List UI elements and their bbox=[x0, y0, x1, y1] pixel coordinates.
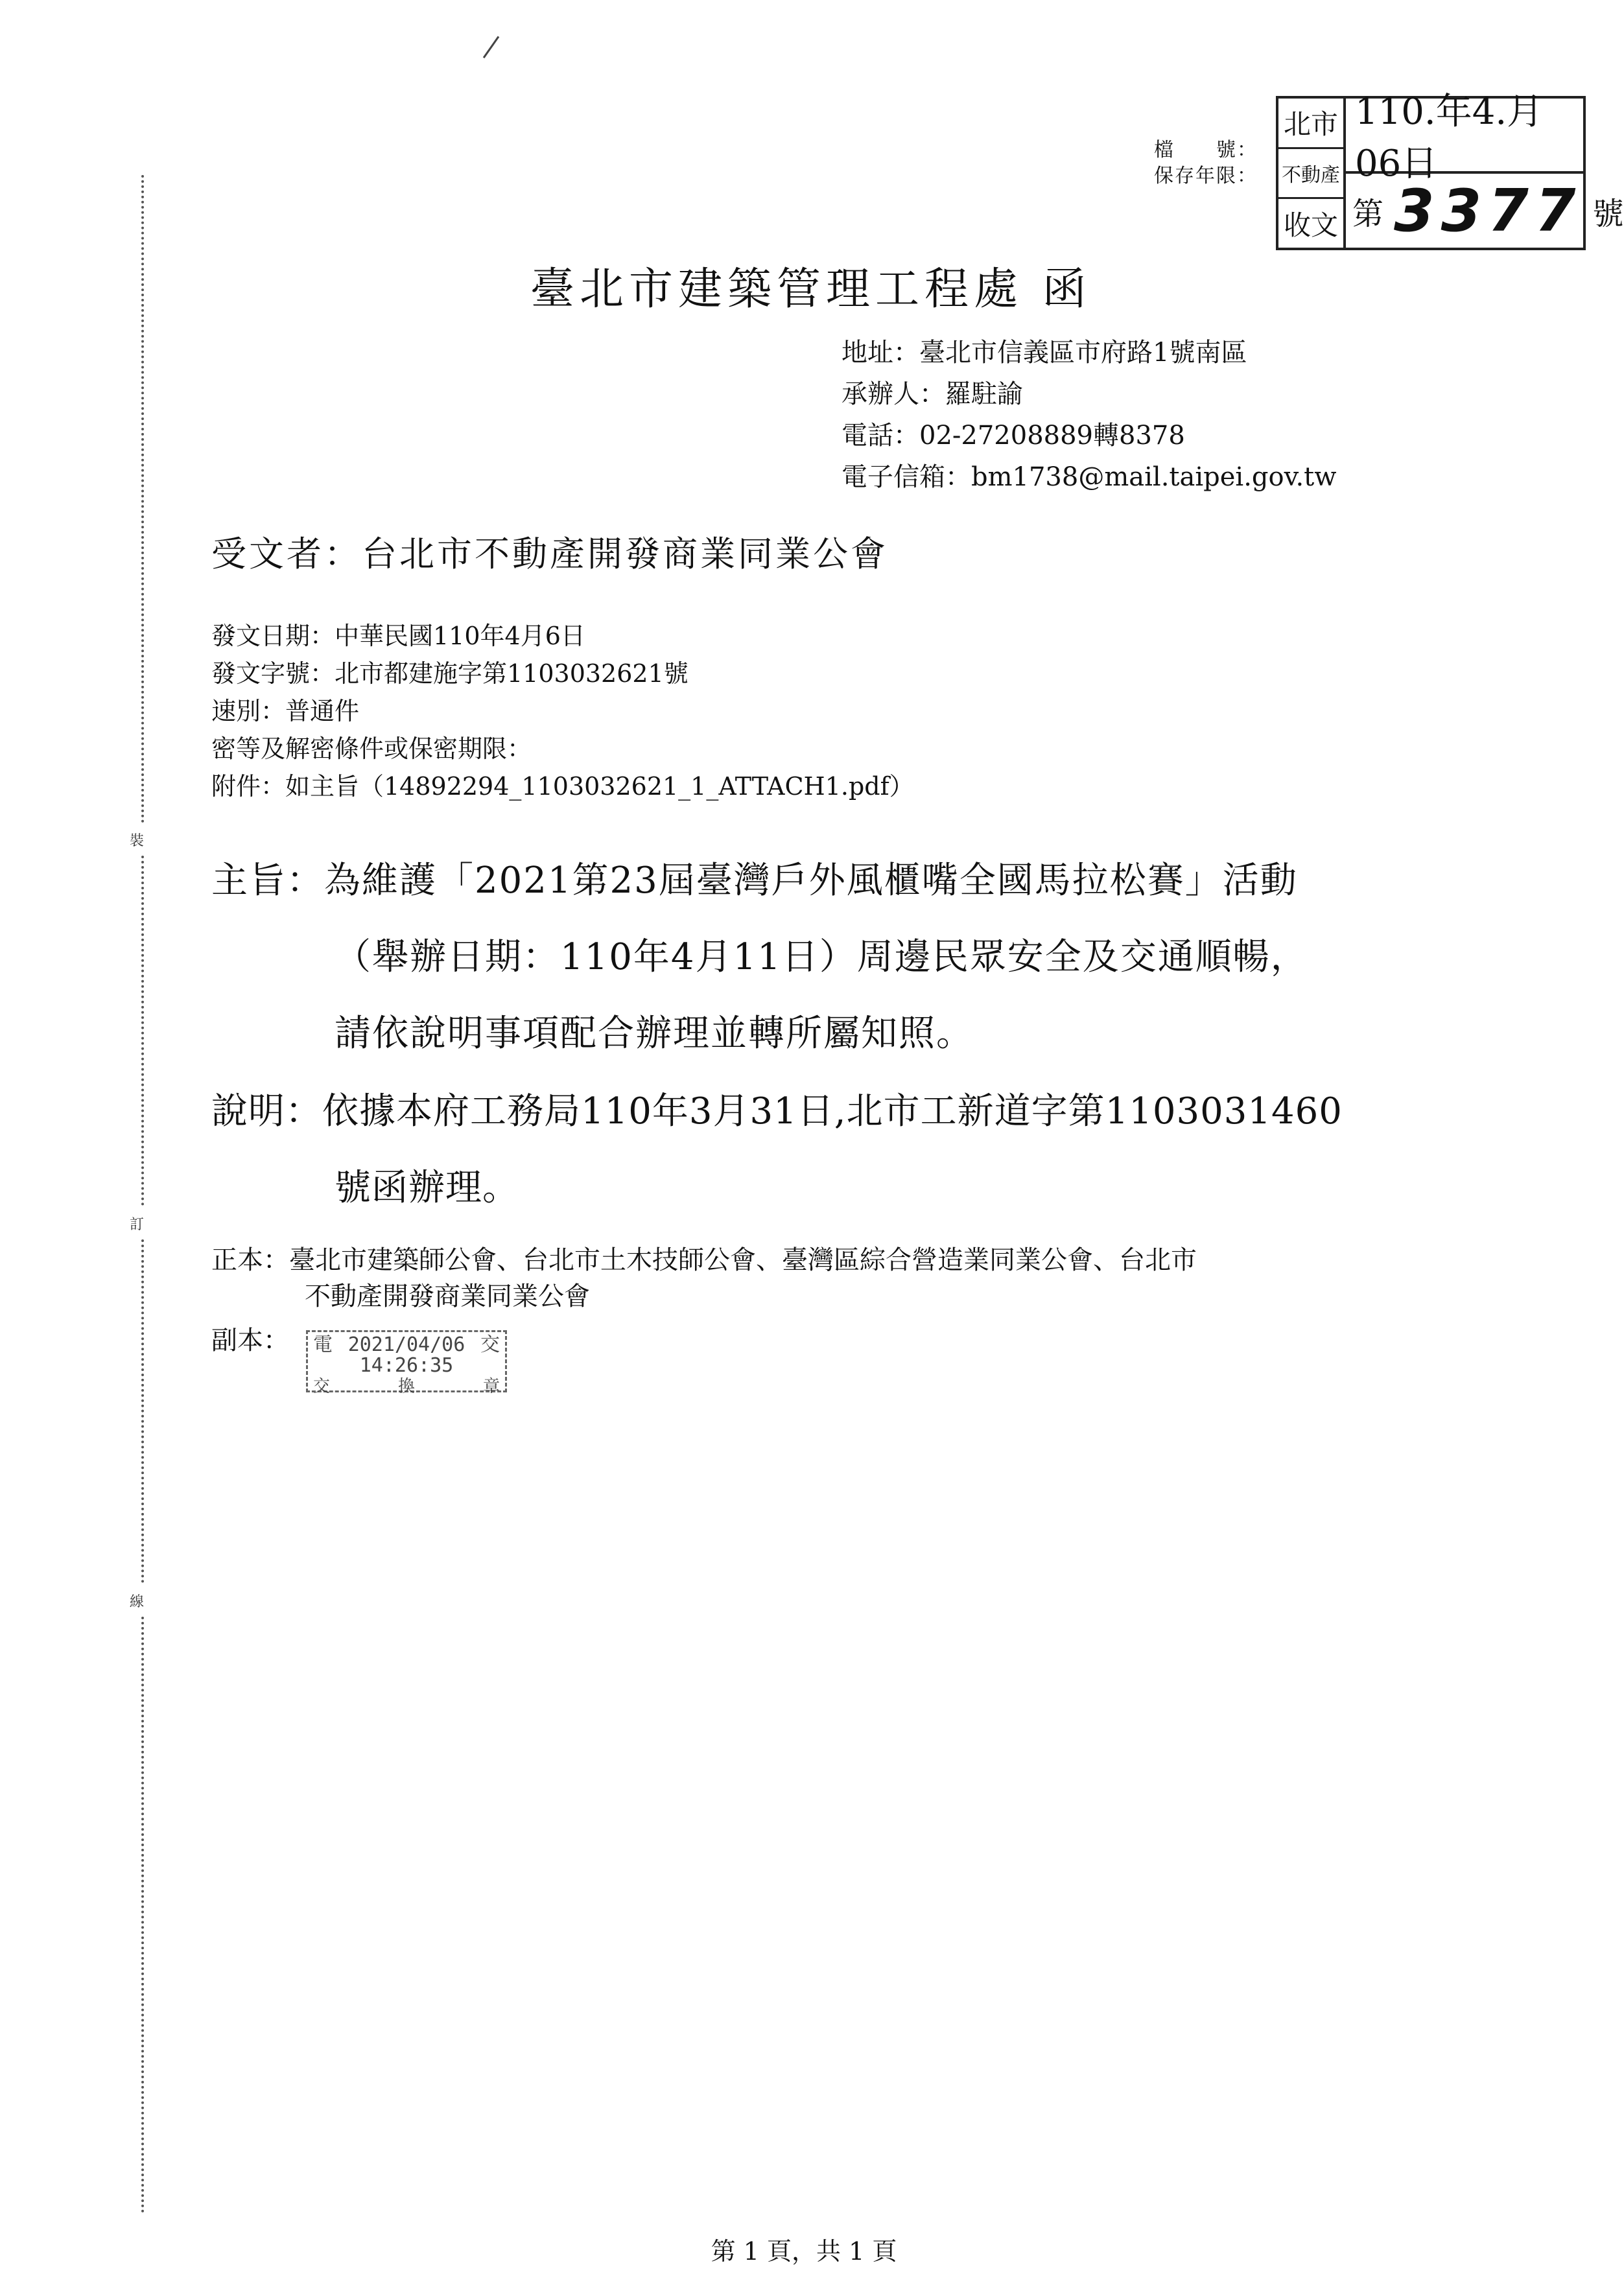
estamp-right-bottom: 章 bbox=[482, 1377, 500, 1396]
receipt-stamp bbox=[1276, 91, 1624, 250]
receipt-stamp-number-suffix: 號 bbox=[1592, 195, 1624, 232]
explanation-line: 號函辦理。 bbox=[335, 1167, 519, 1209]
receipt-stamp-org-line: 北市 bbox=[1278, 99, 1343, 149]
binding-char-xian: 線 bbox=[130, 1594, 145, 1610]
receipt-stamp-org-line: 收文 bbox=[1283, 209, 1338, 241]
electronic-exchange-stamp bbox=[306, 1330, 507, 1396]
explanation-line: 說明：依據本府工務局110年3月31日,北市工新道字第1103031460 bbox=[211, 1090, 1343, 1132]
file-info bbox=[1154, 137, 1258, 189]
binding-dotted-line-bottom bbox=[141, 1617, 144, 2213]
receipt-stamp-number-prefix: 第 bbox=[1352, 195, 1384, 232]
binding-dotted-line-mid bbox=[141, 856, 144, 1206]
estamp-left-top: 電 bbox=[313, 1333, 333, 1356]
receipt-stamp-number-row bbox=[1346, 174, 1624, 248]
page-number: 第 1 頁，共 1 頁 bbox=[711, 2237, 897, 2266]
estamp-mid-bottom: 換 bbox=[397, 1377, 415, 1396]
recipient: 受文者：台北市不動產開發商業同業公會 bbox=[211, 533, 888, 574]
estamp-right-top: 交 bbox=[480, 1333, 500, 1356]
binding-dotted-line-low bbox=[141, 1239, 144, 1583]
contact-email: 電子信箱：bm1738@mail.taipei.gov.tw bbox=[841, 462, 1337, 492]
subject-line: 請依說明事項配合辦理並轉所屬知照。 bbox=[335, 1013, 974, 1055]
receipt-stamp-org bbox=[1278, 99, 1346, 248]
estamp-time: 14:26:35 bbox=[359, 1354, 454, 1377]
document-number: 發文字號：北市都建施字第1103032621號 bbox=[211, 659, 688, 688]
contact-handler: 承辦人：羅駐諭 bbox=[841, 379, 1023, 409]
secrecy-level: 密等及解密條件或保密期限： bbox=[211, 734, 532, 763]
binding-char-ding: 訂 bbox=[130, 1217, 145, 1233]
attachment: 附件：如主旨（14892294_1103032621_1_ATTACH1.pdf） bbox=[211, 772, 914, 801]
document-meta bbox=[211, 617, 914, 805]
contact-block bbox=[841, 332, 1336, 498]
copy-recipients-label: 副本： bbox=[211, 1326, 289, 1355]
subject-line: （舉辦日期：110年4月11日）周邊民眾安全及交通順暢， bbox=[335, 936, 1308, 978]
subject-line: 主旨：為維護「2021第23屆臺灣戶外風櫃嘴全國馬拉松賽」活動 bbox=[211, 860, 1298, 902]
contact-phone: 電話：02-27208889轉8378 bbox=[841, 421, 1185, 451]
file-number-label: 檔 號： bbox=[1154, 139, 1258, 161]
binding-dotted-line-top bbox=[141, 175, 144, 823]
receipt-stamp-date: 110.年4.月06日 bbox=[1346, 99, 1583, 174]
pen-mark bbox=[483, 36, 502, 61]
original-recipients-cont: 不動產開發商業同業公會 bbox=[305, 1282, 590, 1311]
issue-date: 發文日期：中華民國110年4月6日 bbox=[211, 622, 585, 650]
explanation-section bbox=[211, 1073, 1476, 1226]
document-title: 臺北市建築管理工程處 函 bbox=[530, 264, 1092, 315]
contact-address: 地址：臺北市信義區市府路1號南區 bbox=[841, 338, 1247, 368]
estamp-left-bottom: 交 bbox=[313, 1377, 331, 1396]
receipt-stamp-org-line: 不動產 bbox=[1278, 149, 1343, 200]
retention-period-label: 保存年限： bbox=[1154, 165, 1258, 187]
delivery-speed: 速別：普通件 bbox=[211, 697, 360, 725]
original-recipients: 正本：臺北市建築師公會、台北市土木技師公會、臺灣區綜合營造業同業公會、台北市 bbox=[211, 1245, 1197, 1275]
estamp-date: 2021/04/06 bbox=[347, 1333, 465, 1356]
binding-char-zhuang: 裝 bbox=[130, 833, 145, 849]
subject-section bbox=[211, 843, 1476, 1072]
receipt-stamp-number: 3377 bbox=[1394, 176, 1583, 245]
